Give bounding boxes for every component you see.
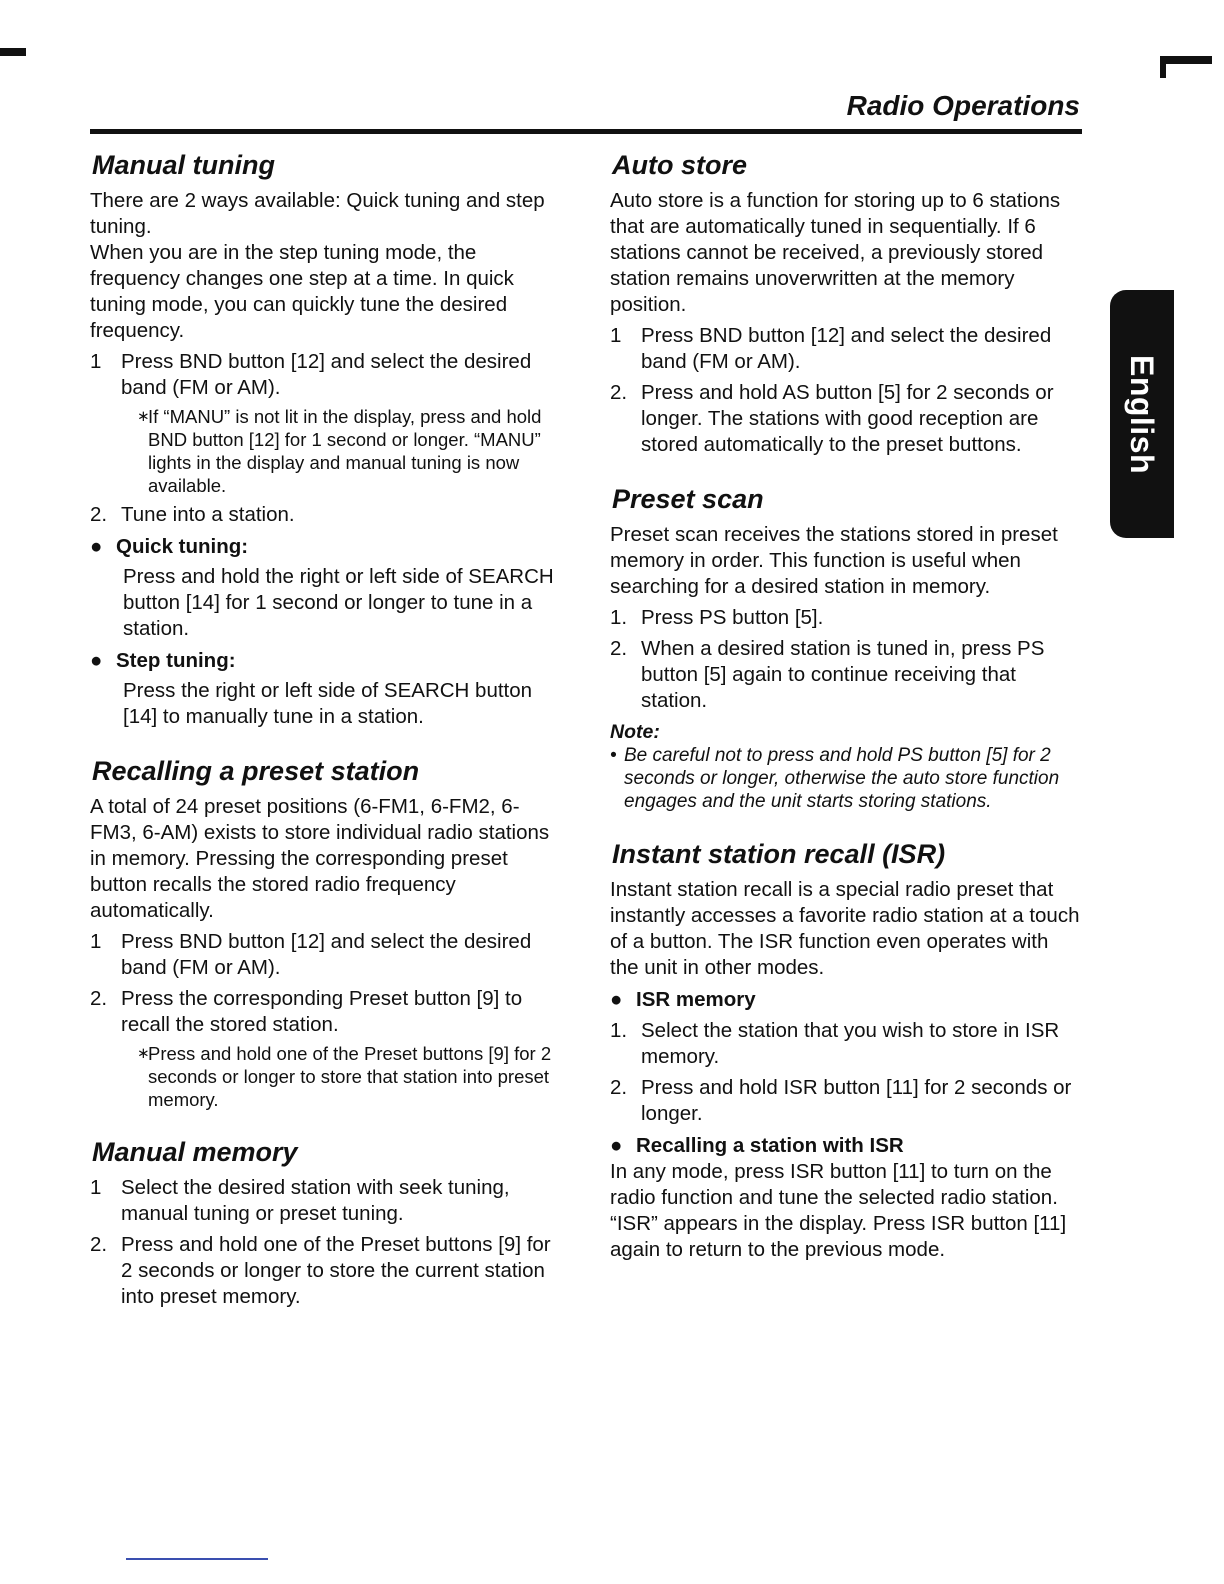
list-text: Press PS button [5].	[641, 606, 824, 629]
isr-recall-heading	[610, 1133, 1080, 1159]
list-number: 1.	[610, 1019, 628, 1042]
list-number: 2.	[610, 1076, 628, 1099]
sub-note-text: If “MANU” is not lit in the display, press and hold BND button [12] for 1 second or longer. “MANU” lights in the display and manual tuning is now available.	[148, 406, 542, 496]
list-item	[610, 1018, 1080, 1070]
right-column	[610, 150, 1080, 1289]
isr-recall-text: In any mode, press ISR button [11] to turn on the radio function and tune the selected radio station. “ISR” appears in the display. Press ISR button [11] again to return to the previous mode.	[610, 1160, 1067, 1261]
isr-title: Instant station recall (ISR)	[612, 839, 946, 869]
bullet-icon: •	[610, 745, 617, 766]
sub-note-text: Press and hold one of the Preset buttons [9] for 2 seconds or longer to store that station into preset memory.	[148, 1043, 552, 1110]
note-heading: Note:	[610, 721, 660, 743]
list-item	[610, 605, 1080, 631]
manual-tuning-title: Manual tuning	[92, 150, 275, 180]
list-item	[90, 1232, 560, 1310]
list-text: Press and hold ISR button [11] for 2 seconds or longer.	[641, 1076, 1072, 1125]
list-item	[90, 349, 560, 401]
quick-tuning-heading	[90, 534, 560, 560]
list-text: Press BND button [12] and select the desired band (FM or AM).	[121, 930, 532, 979]
list-text: Press and hold one of the Preset buttons [9] for 2 seconds or longer to store the current station into preset memory.	[121, 1233, 551, 1308]
list-text: Press the corresponding Preset button [9] to recall the stored station.	[121, 987, 523, 1036]
manual-tuning-intro-1: There are 2 ways available: Quick tuning and step tuning.	[90, 189, 545, 238]
left-column	[90, 150, 560, 1336]
list-item	[610, 1075, 1080, 1127]
list-item	[90, 929, 560, 981]
bullet-icon: ●	[90, 535, 103, 558]
page-section-title: Radio Operations	[846, 90, 1080, 121]
step-tuning-heading-text: Step tuning:	[116, 649, 236, 672]
recalling-preset-section	[90, 756, 560, 1111]
list-text: Tune into a station.	[121, 503, 295, 526]
list-number: 2.	[90, 987, 108, 1010]
list-text: Select the desired station with seek tuning, manual tuning or preset tuning.	[121, 1176, 510, 1225]
isr-memory-heading-text: ISR memory	[636, 988, 756, 1011]
manual-memory-section	[90, 1137, 560, 1310]
list-item	[90, 502, 560, 528]
list-number: 2.	[90, 503, 108, 526]
isr-section	[610, 839, 1080, 1263]
list-number: 1.	[610, 606, 628, 629]
list-text: Press BND button [12] and select the desired band (FM or AM).	[641, 324, 1052, 373]
list-number: 1	[90, 350, 102, 373]
recalling-preset-title: Recalling a preset station	[92, 756, 420, 786]
list-item	[610, 323, 1080, 375]
language-tab	[1110, 290, 1174, 538]
isr-recall-heading-text: Recalling a station with ISR	[636, 1134, 904, 1157]
bottom-line-mark	[126, 1558, 268, 1560]
crop-mark-top-left	[0, 48, 26, 56]
list-item	[610, 636, 1080, 714]
bullet-icon: ●	[90, 649, 103, 672]
auto-store-title: Auto store	[612, 150, 747, 180]
auto-store-intro: Auto store is a function for storing up to 6 stations that are automatically tuned in sequentially. If 6 stations cannot be received, a previously stored station remains unoverwritten at the memory position.	[610, 189, 1061, 316]
note	[610, 744, 1080, 813]
quick-tuning-heading-text: Quick tuning:	[116, 535, 249, 558]
sub-note	[137, 405, 560, 497]
preset-scan-intro: Preset scan receives the stations stored in preset memory in order. This function is useful when searching for a desired station in memory.	[610, 523, 1058, 598]
sub-note	[137, 1042, 560, 1111]
bullet-icon: ●	[610, 988, 623, 1011]
isr-memory-heading	[610, 987, 1080, 1013]
list-number: 2.	[610, 637, 628, 660]
language-tab-label: English	[1124, 354, 1161, 474]
recalling-preset-intro: A total of 24 preset positions (6-FM1, 6-FM2, 6-FM3, 6-AM) exists to store individual radio stations in memory. Pressing the corresponding preset button recalls the stored radio frequency automatically.	[90, 795, 550, 922]
manual-tuning-intro-2: When you are in the step tuning mode, the frequency changes one step at a time. In quick tuning mode, you can quickly tune the desired frequency.	[90, 241, 514, 342]
quick-tuning-text: Press and hold the right or left side of SEARCH button [14] for 1 second or longer to tune in a station.	[123, 565, 554, 640]
preset-scan-title: Preset scan	[612, 484, 764, 514]
list-text: Press and hold AS button [5] for 2 seconds or longer. The stations with good reception are stored automatically to the preset buttons.	[641, 381, 1054, 456]
list-number: 1	[610, 324, 622, 347]
list-text: Press BND button [12] and select the desired band (FM or AM).	[121, 350, 532, 399]
list-text: When a desired station is tuned in, press PS button [5] again to continue receiving that station.	[641, 637, 1045, 712]
list-item	[90, 986, 560, 1038]
step-tuning-heading	[90, 648, 560, 674]
isr-intro: Instant station recall is a special radio preset that instantly accesses a favorite radio station at a touch of a button. The ISR function even operates with the unit in other modes.	[610, 878, 1080, 979]
manual-memory-title: Manual memory	[92, 1137, 298, 1167]
header-rule	[90, 129, 1082, 134]
bullet-icon: ●	[610, 1134, 623, 1157]
crop-mark-top-right-vertical	[1160, 56, 1166, 78]
list-number: 1	[90, 930, 102, 953]
list-number: 2.	[610, 381, 628, 404]
list-number: 1	[90, 1176, 102, 1199]
crop-mark-top-right	[1160, 56, 1212, 64]
preset-scan-section	[610, 484, 1080, 813]
list-item	[610, 380, 1080, 458]
list-number: 2.	[90, 1233, 108, 1256]
list-item	[90, 1175, 560, 1227]
list-text: Select the station that you wish to store in ISR memory.	[641, 1019, 1060, 1068]
step-tuning-text: Press the right or left side of SEARCH button [14] to manually tune in a station.	[123, 679, 533, 728]
asterisk-icon: ∗	[137, 408, 150, 425]
note-text: Be careful not to press and hold PS button [5] for 2 seconds or longer, otherwise the auto store function engages and the unit starts storing stations.	[624, 745, 1060, 812]
auto-store-section	[610, 150, 1080, 458]
asterisk-icon: ∗	[137, 1045, 150, 1062]
manual-tuning-section	[90, 150, 560, 730]
